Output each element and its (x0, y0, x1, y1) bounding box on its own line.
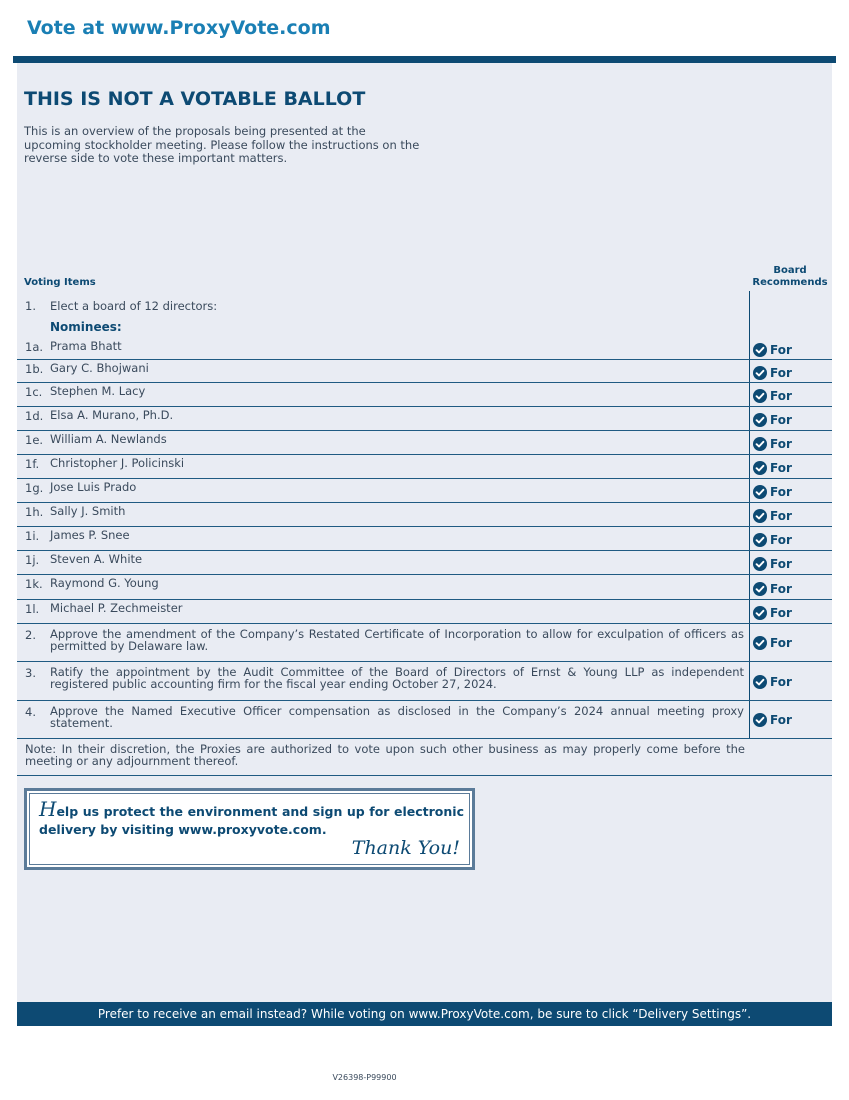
recommendation-label: For (770, 675, 792, 689)
proxyvote-website-heading[interactable]: Vote at www.ProxyVote.com (27, 17, 331, 39)
check-circle-icon (753, 636, 767, 650)
board-recommendation (753, 533, 792, 547)
proposal-row (17, 701, 832, 739)
nominee-number: 1e. (25, 433, 44, 447)
board-header-line2: Recommends (752, 277, 828, 288)
recommendation-label: For (770, 485, 792, 499)
proposal-number: 2. (25, 628, 36, 642)
proposal-number: 4. (25, 705, 36, 719)
check-circle-icon (753, 606, 767, 620)
note-rule (17, 775, 832, 776)
nominee-row (17, 575, 832, 600)
nominee-number: 1k. (25, 577, 43, 591)
nominee-row (17, 407, 832, 431)
board-recommendation (753, 389, 792, 403)
nominee-name: Elsa A. Murano, Ph.D. (50, 408, 174, 422)
check-circle-icon (753, 713, 767, 727)
nominee-row (17, 455, 832, 479)
nominee-number: 1i. (25, 529, 40, 543)
proposal-text: Ratify the appointment by the Audit Committee of the Board of Directors of Ernst & Young LLP as independent registered public accounting firm for the fiscal year ending October 27, 2024. (50, 665, 744, 691)
board-recommendation (753, 636, 792, 650)
check-circle-icon (753, 343, 767, 357)
nominee-row (17, 431, 832, 455)
nominee-name: James P. Snee (50, 528, 130, 542)
nominee-row (17, 360, 832, 383)
recommendation-label: For (770, 509, 792, 523)
e-delivery-box (24, 788, 475, 870)
header-rule (13, 56, 836, 63)
item1-number: 1. (25, 299, 36, 313)
board-header-line1: Board (773, 265, 807, 276)
e-delivery-body: elp us protect the environment and sign up for electronic delivery by visiting www.proxyvote.com. (39, 804, 464, 837)
board-recommendation (753, 485, 792, 499)
nominee-name: Gary C. Bhojwani (50, 361, 149, 375)
recommendation-label: For (770, 343, 792, 357)
e-delivery-initial: H (39, 797, 57, 821)
recommendation-label: For (770, 713, 792, 727)
check-circle-icon (753, 557, 767, 571)
nominee-name: Sally J. Smith (50, 504, 126, 518)
page-title: THIS IS NOT A VOTABLE BALLOT (24, 88, 366, 110)
nominees-label: Nominees: (50, 320, 122, 334)
nominee-number: 1f. (25, 457, 40, 471)
check-circle-icon (753, 413, 767, 427)
nominee-name: Michael P. Zechmeister (50, 601, 183, 615)
recommendation-label: For (770, 389, 792, 403)
board-recommendation (753, 713, 792, 727)
board-recommendation (753, 343, 792, 357)
nominee-row (17, 527, 832, 551)
proposal-text: Approve the Named Executive Officer compensation as disclosed in the Company’s 2024 annual meeting proxy statement. (50, 704, 744, 730)
nominee-row (17, 338, 832, 360)
board-recommends-header (749, 265, 831, 289)
board-recommendation (753, 461, 792, 475)
nominee-row (17, 479, 832, 503)
check-circle-icon (753, 509, 767, 523)
board-recommendation (753, 582, 792, 596)
check-circle-icon (753, 582, 767, 596)
thank-you-script: Thank You! (351, 837, 460, 859)
nominee-name: Stephen M. Lacy (50, 384, 146, 398)
nominee-number: 1j. (25, 553, 40, 567)
check-circle-icon (753, 533, 767, 547)
check-circle-icon (753, 485, 767, 499)
board-recommendation (753, 413, 792, 427)
nominee-name: William A. Newlands (50, 432, 167, 446)
nominee-name: Christopher J. Policinski (50, 456, 185, 470)
e-delivery-text (39, 797, 464, 839)
board-recommendation (753, 675, 792, 689)
proposal-text: Approve the amendment of the Company’s Restated Certificate of Incorporation to allow for exculpation of officers as permitted by Delaware law. (50, 627, 744, 653)
check-circle-icon (753, 675, 767, 689)
check-circle-icon (753, 389, 767, 403)
recommendation-label: For (770, 582, 792, 596)
board-recommendation (753, 606, 792, 620)
recommendation-label: For (770, 557, 792, 571)
board-recommendation (753, 557, 792, 571)
proposal-row (17, 624, 832, 662)
nominee-number: 1b. (25, 362, 44, 376)
recommendation-label: For (770, 533, 792, 547)
check-circle-icon (753, 437, 767, 451)
nominee-name: Raymond G. Young (50, 576, 159, 590)
item1-text: Elect a board of 12 directors: (50, 299, 218, 313)
intro-text: This is an overview of the proposals being presented at the upcoming stockholder meeting. Please follow the instructions on the reverse side to vote these important matters. (24, 124, 420, 165)
check-circle-icon (753, 461, 767, 475)
board-recommendation (753, 437, 792, 451)
recommendation-label: For (770, 606, 792, 620)
nominee-name: Steven A. White (50, 552, 143, 566)
board-recommendation (753, 509, 792, 523)
recommendation-label: For (770, 636, 792, 650)
nominee-row (17, 503, 832, 527)
note-text: Note: In their discretion, the Proxies are authorized to vote upon such other business as may properly come before the meeting or any adjournment thereof. (25, 742, 745, 768)
recommendation-label: For (770, 366, 792, 380)
nominee-row (17, 600, 832, 624)
nominee-name: Jose Luis Prado (50, 480, 137, 494)
check-circle-icon (753, 366, 767, 380)
delivery-settings-banner: Prefer to receive an email instead? While voting on www.ProxyVote.com, be sure to click “Delivery Settings”. (17, 1002, 832, 1026)
recommendation-label: For (770, 413, 792, 427)
recommendation-label: For (770, 437, 792, 451)
board-recommendation (753, 366, 792, 380)
nominee-number: 1c. (25, 385, 43, 399)
nominee-number: 1g. (25, 481, 44, 495)
document-code: V26398-P99900 (332, 1073, 397, 1082)
recommendation-label: For (770, 461, 792, 475)
proposal-number: 3. (25, 666, 36, 680)
nominee-row (17, 383, 832, 407)
nominee-number: 1a. (25, 340, 44, 354)
nominee-number: 1d. (25, 409, 44, 423)
voting-items-header: Voting Items (24, 277, 96, 288)
nominee-row (17, 551, 832, 575)
nominee-name: Prama Bhatt (50, 339, 122, 353)
proposal-row (17, 662, 832, 701)
nominee-number: 1l. (25, 602, 40, 616)
nominee-number: 1h. (25, 505, 44, 519)
